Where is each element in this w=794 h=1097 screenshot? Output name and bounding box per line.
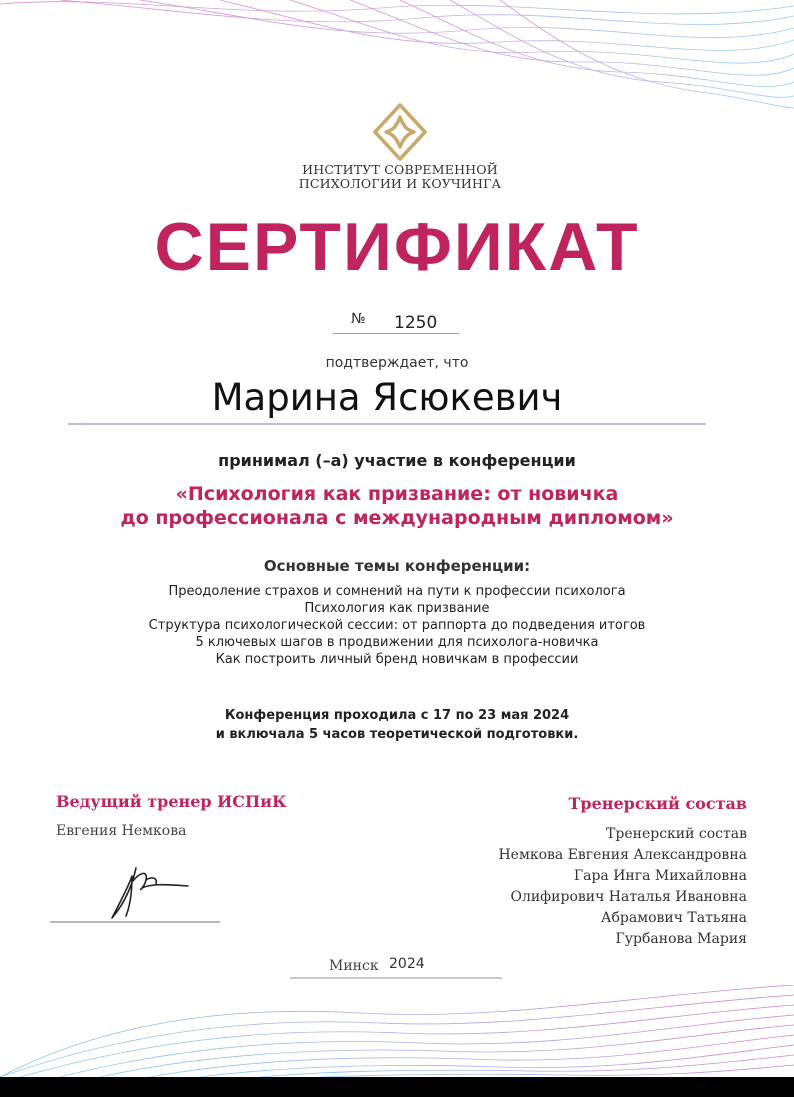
signature-line bbox=[50, 921, 220, 923]
trainer-item: Гара Инга Михайловна bbox=[573, 868, 747, 884]
topic-item: Преодоление страхов и сомнений на пути к профессии психолога bbox=[168, 584, 626, 599]
institute-name bbox=[250, 163, 550, 191]
institute-name-line2: ПСИХОЛОГИИ И КОУЧИНГА bbox=[298, 176, 502, 191]
dates-line1: Конференция проходила с 17 по 23 мая 2024 bbox=[224, 708, 570, 723]
topic-item: Психология как призвание bbox=[304, 601, 490, 616]
diamond-logo-icon bbox=[372, 102, 428, 164]
city-underline bbox=[290, 977, 502, 979]
trainer-item: Тренерский состав bbox=[606, 826, 747, 842]
city: Минск bbox=[329, 958, 379, 974]
topics-heading: Основные темы конференции: bbox=[263, 557, 531, 575]
recipient-underline bbox=[68, 423, 706, 425]
topic-item: Как построить личный бренд новичкам в профессии bbox=[215, 652, 579, 667]
institute-name-line1: ИНСТИТУТ СОВРЕМЕННОЙ bbox=[302, 162, 498, 177]
certificate-title: СЕРТИФИКАТ bbox=[154, 209, 640, 285]
decorative-waves-top bbox=[0, 0, 794, 110]
topic-item: 5 ключевых шагов в продвижении для психолога-новичка bbox=[195, 635, 599, 650]
year: 2024 bbox=[389, 956, 425, 972]
lead-trainer-name: Евгения Немкова bbox=[56, 823, 187, 839]
trainers-heading: Тренерский состав bbox=[568, 794, 747, 813]
confirms-text: подтверждает, что bbox=[325, 355, 469, 371]
conference-title-line1: «Психология как призвание: от новичка bbox=[175, 483, 619, 505]
topic-item: Структура психологической сессии: от раппорта до подведения итогов bbox=[148, 618, 646, 633]
trainer-item: Немкова Евгения Александровна bbox=[498, 847, 747, 863]
recipient-name: Марина Ясюкевич bbox=[211, 376, 563, 419]
trainers-list bbox=[427, 824, 747, 950]
signature bbox=[102, 858, 192, 924]
decorative-waves-bottom bbox=[0, 985, 794, 1077]
trainer-item: Абрамович Татьяна bbox=[600, 910, 747, 926]
certificate-number-row bbox=[333, 311, 459, 334]
topics-list bbox=[0, 583, 794, 668]
conference-dates bbox=[0, 706, 794, 744]
participation-text: принимал (–а) участие в конференции bbox=[218, 451, 576, 470]
trainer-item: Гурбанова Мария bbox=[615, 931, 747, 947]
certificate-number: 1250 bbox=[394, 313, 438, 333]
trainer-item: Олифирович Наталья Ивановна bbox=[510, 889, 747, 905]
conference-title bbox=[60, 482, 734, 530]
lead-trainer-heading: Ведущий тренер ИСПиК bbox=[56, 792, 287, 811]
number-sign: № bbox=[351, 311, 366, 327]
dates-line2: и включала 5 часов теоретической подготовки. bbox=[215, 727, 579, 742]
conference-title-line2: до профессионала с международным дипломом» bbox=[120, 507, 674, 529]
bottom-black-bar bbox=[0, 1077, 794, 1097]
